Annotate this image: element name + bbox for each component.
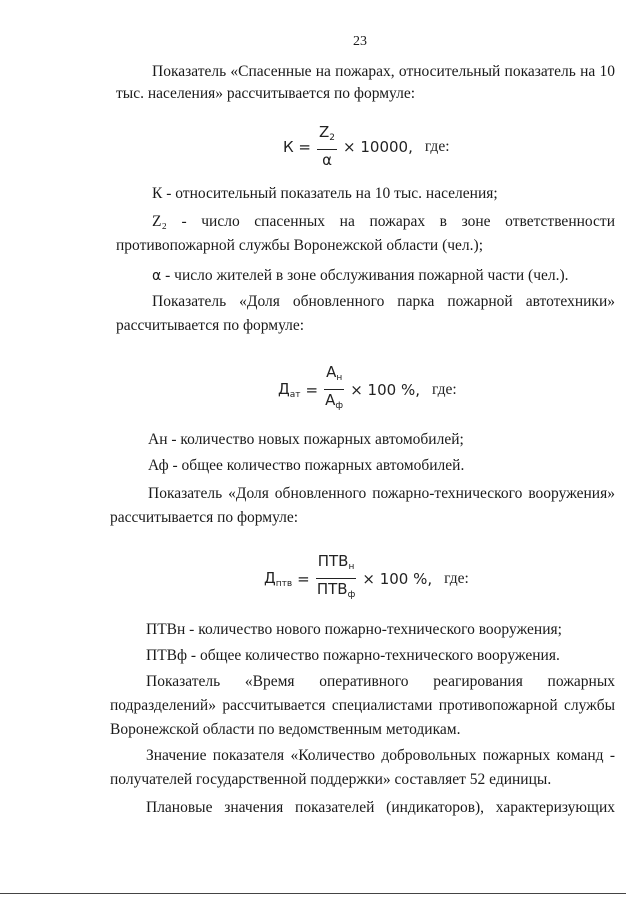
paragraph-volunteer-line-1: Значение показателя «Количество добровольных пожарных команд -: [146, 747, 615, 764]
page-bottom-rule: [0, 893, 626, 894]
definition-ptvf: ПТВф - общее количество пожарно-технического вооружения.: [146, 647, 560, 664]
paragraph-fleet-line-2: рассчитывается по формуле:: [116, 317, 305, 334]
paragraph-equipment-line-2: рассчитывается по формуле:: [110, 509, 299, 526]
formula-fraction: [317, 124, 337, 169]
formula-fraction: [316, 553, 357, 604]
formula-lhs: К =: [283, 137, 311, 156]
definition-an: Ан - количество новых пожарных автомобилей;: [148, 431, 464, 448]
formula-fleet: [278, 364, 457, 415]
paragraph-rescued-line-1: Показатель «Спасенные на пожарах, относительный показатель на 10: [152, 63, 615, 80]
paragraph-response-line-2: подразделений» рассчитывается специалистами противопожарной службы: [110, 697, 615, 714]
formula-lhs: $Д_{птв}$: [264, 568, 293, 589]
formula-where: где:: [424, 137, 450, 155]
formula-denominator: α: [322, 151, 332, 169]
definition-af: Аф - общее количество пожарных автомобилей.: [148, 457, 465, 474]
paragraph-fleet-line-1: Показатель «Доля обновленного парка пожарной автотехники»: [152, 293, 615, 310]
formula-lhs: $Д_{ат}$: [278, 379, 301, 400]
formula-rescued: [283, 124, 450, 169]
formula-equipment: [264, 553, 469, 604]
paragraph-response-line-1: Показатель «Время оперативного реагирования пожарных: [146, 673, 615, 690]
formula-tail: × 100 %,: [362, 569, 433, 588]
formula-tail: × 10000,: [343, 137, 413, 156]
paragraph-response-line-3: Воронежской области по ведомственным методикам.: [110, 721, 461, 738]
formula-denominator: $ПТВ_ф$: [316, 580, 356, 600]
formula-where: где:: [431, 380, 457, 398]
page-number: 23: [353, 34, 367, 49]
formula-eq: =: [297, 569, 310, 588]
definition-z2-line-2: противопожарной службы Воронежской области (чел.);: [116, 237, 484, 254]
alpha-symbol: α: [152, 268, 162, 284]
definition-ptvn: ПТВн - количество нового пожарно-технического вооружения;: [146, 621, 562, 638]
paragraph-volunteer-line-2: получателей государственной поддержки» составляет 52 единицы.: [110, 771, 552, 788]
formula-tail: × 100 %,: [350, 380, 420, 399]
formula-numerator: $А_н$: [324, 364, 344, 390]
formula-denominator: $А_ф$: [325, 391, 344, 411]
paragraph-planned-line-1: Плановые значения показателей (индикаторов), характеризующих: [146, 799, 615, 816]
paragraph-rescued-line-2: тыс. населения» рассчитывается по формуле:: [116, 85, 416, 102]
formula-numerator: $Z_2$: [317, 124, 337, 150]
formula-where: где:: [444, 569, 469, 587]
definition-alpha: α - число жителей в зоне обслуживания пожарной части (чел.).: [152, 267, 569, 284]
formula-numerator: $ПТВ_н$: [316, 553, 357, 579]
definition-z2-line-1: Z₂ - число спасенных на пожарах в зоне ответственности: [152, 213, 615, 230]
formula-eq: =: [305, 380, 319, 399]
definition-k: К - относительный показатель на 10 тыс. населения;: [152, 185, 498, 202]
paragraph-equipment-line-1: Показатель «Доля обновленного пожарно-технического вооружения»: [148, 485, 615, 502]
formula-fraction: [324, 364, 344, 415]
